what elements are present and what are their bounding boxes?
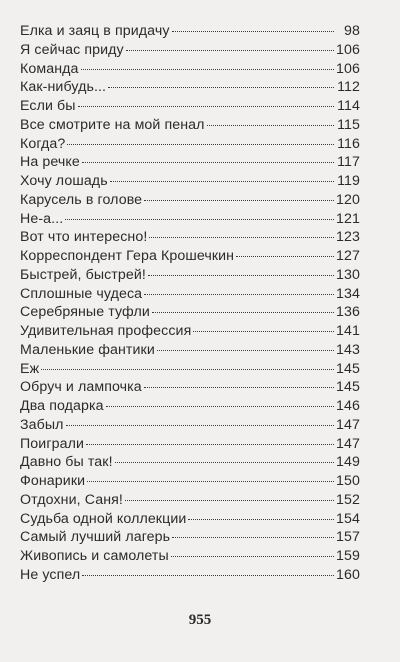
page-number: 955 — [188, 612, 212, 628]
dot-leader — [144, 294, 334, 295]
toc-entry-page: 121 — [336, 210, 360, 227]
toc-entry-title: На речке — [20, 154, 80, 171]
toc-entry-title: Живопись и самолеты — [20, 548, 169, 564]
dot-leader — [126, 50, 334, 51]
toc-entry — [20, 97, 360, 116]
toc-entry-title: Команда — [20, 60, 79, 77]
toc-entry-title: Не-а... — [20, 210, 64, 227]
toc-entry — [20, 210, 360, 229]
dot-leader — [193, 331, 334, 332]
toc-entry-page: 134 — [336, 285, 360, 302]
toc-entry-title: Самый лучший лагерь — [20, 529, 171, 546]
toc-entry-title: Когда? — [20, 135, 66, 152]
toc-entry-page: 114 — [337, 98, 360, 114]
toc-entry-title: Удивительная профессия — [20, 323, 192, 339]
toc-entry-title: Быстрей, быстрей! — [20, 266, 146, 283]
toc-entry-title: Вот что интересно! — [20, 229, 148, 246]
dot-leader — [125, 500, 334, 501]
toc-entry — [20, 153, 360, 172]
toc-entry-page: 159 — [336, 548, 360, 564]
dot-leader — [149, 237, 334, 238]
dot-leader — [144, 387, 334, 388]
dot-leader — [86, 444, 334, 445]
toc-entry-title: Серебряные туфли — [20, 304, 150, 321]
toc-entry — [20, 566, 360, 585]
toc-entry-title: Еж — [20, 360, 40, 377]
toc-entry-page: 106 — [336, 60, 360, 77]
toc-entry — [20, 116, 360, 135]
toc-entry-page: 145 — [336, 360, 360, 377]
dot-leader — [82, 162, 334, 163]
toc-entry-title: Давно бы так! — [20, 454, 113, 471]
toc-entry-page: 98 — [344, 23, 360, 39]
toc-entry-page: 143 — [336, 341, 360, 358]
toc-entry-title: Все смотрите на мой пенал — [20, 116, 205, 133]
toc-entry-title: Забыл — [20, 416, 64, 433]
toc-entry-page: 127 — [336, 248, 360, 264]
toc-entry — [20, 322, 360, 341]
toc-entry-title: Поиграли — [20, 435, 84, 452]
toc-entry-page: 119 — [337, 173, 360, 189]
toc-entry-page: 115 — [337, 116, 360, 133]
dot-leader — [157, 350, 334, 351]
dot-leader — [148, 275, 334, 276]
dot-leader — [65, 219, 334, 220]
toc-entry-page: 106 — [336, 41, 360, 58]
toc-entry-title: Корреспондент Гера Крошечкин — [20, 248, 235, 264]
toc-entry-title: Два подарка — [20, 398, 104, 414]
toc-entry-title: Судьба одной коллекции — [20, 510, 187, 527]
dot-leader — [78, 106, 334, 107]
dot-leader — [144, 200, 334, 201]
dot-leader — [108, 87, 334, 88]
toc-entry-title: Обруч и лампочка — [20, 379, 142, 396]
toc-entry-title: Сплошные чудеса — [20, 285, 143, 302]
dot-leader — [171, 556, 334, 557]
dot-leader — [106, 406, 334, 407]
toc-entry-title: Не успел — [20, 566, 81, 583]
toc-entry-title: Если бы — [20, 98, 76, 114]
toc-entry — [20, 472, 360, 491]
toc-entry — [20, 191, 360, 210]
toc-entry — [20, 60, 360, 79]
toc-entry — [20, 303, 360, 322]
toc-entry — [20, 247, 360, 266]
toc-entry — [20, 491, 360, 510]
toc-entry-title: Маленькие фантики — [20, 341, 155, 358]
dot-leader — [188, 519, 334, 520]
toc-entry — [20, 453, 360, 472]
dot-leader — [41, 369, 334, 370]
toc-entry — [20, 135, 360, 154]
dot-leader — [152, 312, 334, 313]
toc-entry — [20, 397, 360, 416]
dot-leader — [115, 462, 334, 463]
toc-entry-page: 112 — [337, 79, 360, 96]
dot-leader — [110, 181, 334, 182]
toc-entry-page: 136 — [336, 304, 360, 321]
toc-entry-title: Отдохни, Саня! — [20, 491, 123, 508]
table-of-contents — [20, 22, 360, 585]
toc-entry-title: Елка и заяц в придачу — [20, 23, 170, 39]
toc-entry — [20, 510, 360, 529]
toc-entry-title: Фонарики — [20, 473, 86, 489]
dot-leader — [82, 575, 334, 576]
toc-entry — [20, 341, 360, 360]
toc-entry — [20, 416, 360, 435]
toc-entry — [20, 22, 360, 41]
toc-entry-title: Я сейчас приду — [20, 41, 124, 58]
dot-leader — [172, 31, 334, 32]
toc-entry-page: 147 — [336, 416, 360, 433]
toc-entry — [20, 41, 360, 60]
toc-entry — [20, 378, 360, 397]
dot-leader — [236, 256, 334, 257]
toc-entry-page: 147 — [336, 435, 360, 452]
dot-leader — [87, 481, 334, 482]
toc-entry-page: 116 — [337, 135, 360, 152]
toc-entry-page: 141 — [336, 323, 360, 339]
dot-leader — [67, 144, 334, 145]
toc-entry — [20, 78, 360, 97]
toc-entry-page: 149 — [336, 454, 360, 471]
toc-entry-page: 117 — [337, 154, 360, 171]
toc-entry — [20, 172, 360, 191]
toc-entry-page: 130 — [336, 266, 360, 283]
toc-entry-page: 145 — [336, 379, 360, 396]
toc-entry — [20, 360, 360, 379]
toc-entry-page: 123 — [336, 229, 360, 246]
toc-entry-title: Хочу лошадь — [20, 173, 108, 189]
toc-entry-title: Карусель в голове — [20, 191, 143, 208]
toc-entry-page: 120 — [336, 191, 360, 208]
toc-entry — [20, 547, 360, 566]
toc-entry — [20, 435, 360, 454]
toc-entry-page: 152 — [336, 491, 360, 508]
toc-entry-title: Как-нибудь... — [20, 79, 107, 96]
toc-entry-page: 160 — [336, 566, 360, 583]
toc-entry — [20, 228, 360, 247]
toc-entry — [20, 285, 360, 304]
toc-entry — [20, 266, 360, 285]
dot-leader — [172, 537, 334, 538]
toc-entry-page: 157 — [336, 529, 360, 546]
dot-leader — [207, 125, 334, 126]
toc-entry-page: 146 — [336, 398, 360, 414]
toc-entry-page: 150 — [336, 473, 360, 489]
toc-entry — [20, 528, 360, 547]
dot-leader — [81, 69, 334, 70]
toc-entry-page: 154 — [336, 510, 360, 527]
dot-leader — [66, 425, 334, 426]
